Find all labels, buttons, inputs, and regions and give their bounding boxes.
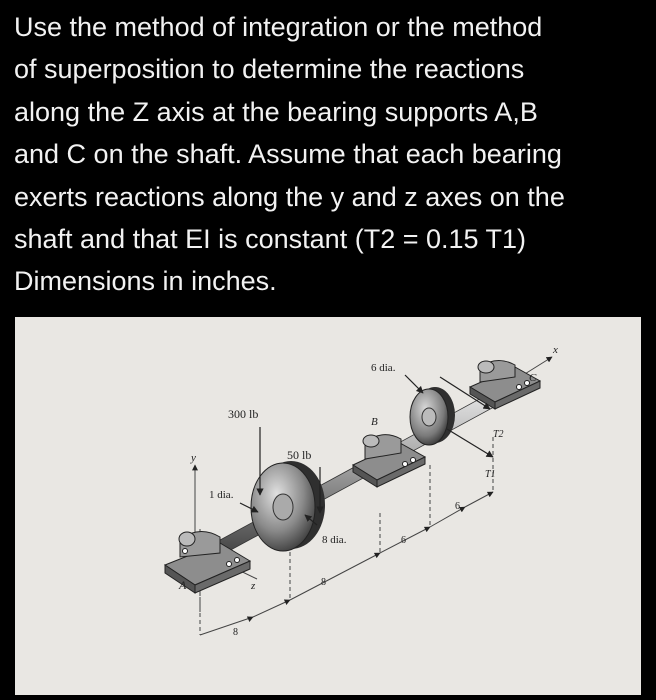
label-C: C — [529, 372, 537, 384]
problem-line-7: Dimensions in inches. — [14, 266, 277, 297]
dim-8-second: 8 — [321, 577, 326, 588]
label-T1: T1 — [485, 469, 496, 480]
problem-line-3: along the Z axis at the bearing supports A,B — [14, 96, 538, 127]
problem-line-1: Use the method of integration or the method — [14, 12, 543, 42]
dia-6-label: 6 dia. — [371, 362, 396, 374]
dim-6-first: 6 — [401, 535, 406, 546]
shaft-figure — [15, 317, 641, 695]
label-T2: T2 — [493, 429, 504, 440]
load-300-label: 300 lb — [228, 407, 259, 421]
pulley-8-dia — [251, 461, 325, 551]
dim-6-second: 6 — [455, 501, 460, 512]
dim-8-first: 8 — [233, 627, 238, 638]
problem-line-6: shaft and that EI is constant (T2 = 0.15 T1) — [14, 224, 527, 255]
problem-line-4: and C on the shaft. Assume that each bearing — [14, 139, 562, 170]
problem-line-2: of superposition to determine the reactions — [14, 54, 525, 85]
label-B: B — [371, 416, 378, 428]
label-y: y — [191, 452, 196, 464]
load-50-label: 50 lb — [287, 448, 312, 462]
problem-line-5: exerts reactions along the y and z axes on the — [14, 181, 565, 212]
dia-8-label: 8 dia. — [322, 534, 347, 546]
label-A: A — [179, 578, 187, 592]
label-z: z — [251, 580, 256, 592]
pulley-6-dia — [410, 387, 455, 445]
problem-statement — [14, 6, 644, 303]
dia-1-label: 1 dia. — [209, 489, 234, 501]
label-x: x — [553, 344, 558, 356]
